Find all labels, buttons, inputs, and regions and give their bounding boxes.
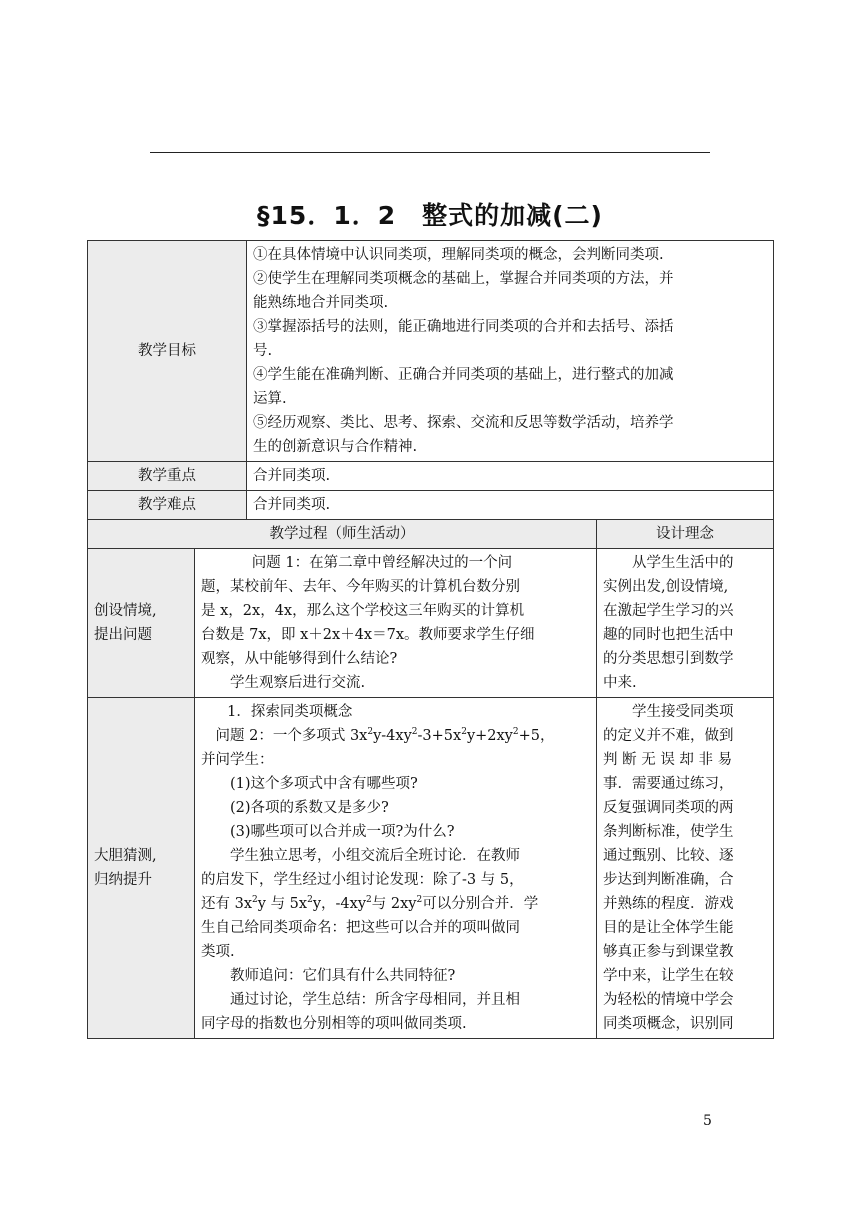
process-header-row bbox=[88, 520, 774, 549]
question-line: (3)哪些项可以合并成一项?为什么? bbox=[230, 824, 455, 840]
difficulty-label: 教学难点 bbox=[88, 491, 247, 520]
text-span: 与 bbox=[371, 896, 387, 912]
key-point-row bbox=[88, 462, 774, 491]
question-line: (2)各项的系数又是多少? bbox=[230, 800, 389, 816]
process-header: 教学过程（师生活动） bbox=[88, 520, 597, 549]
idea-line: 中来. bbox=[603, 675, 637, 691]
goal-line: 能熟练地合并同类项. bbox=[253, 295, 389, 311]
text-span: ， bbox=[321, 896, 336, 912]
lesson-plan-table bbox=[87, 240, 774, 1039]
content-line: 是 x，2x，4x，那么这个学校这三年购买的计算机 bbox=[201, 603, 525, 619]
idea-line: 够真正参与到课堂教 bbox=[603, 944, 734, 960]
idea-line: 判 断 无 误 却 非 易 bbox=[603, 752, 733, 768]
header-rule bbox=[150, 152, 710, 153]
goal-line: ②使学生在理解同类项概念的基础上，掌握合并同类项的方法，并 bbox=[253, 271, 674, 287]
page-title: §15．1．2 整式的加减(二) bbox=[257, 201, 603, 230]
idea-line: 从学生生活中的 bbox=[632, 555, 734, 571]
idea-line: 趣的同时也把生活中 bbox=[603, 627, 734, 643]
idea-line: 条判断标准，使学生 bbox=[603, 824, 734, 840]
goals-content bbox=[247, 241, 774, 462]
goal-line: 生的创新意识与合作精神. bbox=[253, 439, 418, 455]
content-line: 还有 $3x^2y$ 与 $5x^2y$，$-4xy^2$与 $2xy^2$可以分别合并．学 bbox=[201, 895, 539, 912]
content-line: 题，某校前年、去年、今年购买的计算机台数分别 bbox=[201, 579, 520, 595]
section-1-content bbox=[195, 549, 597, 698]
idea-line: 为轻松的情境中学会 bbox=[603, 992, 734, 1008]
key-point-text: 合并同类项. bbox=[247, 462, 774, 491]
section-label-line: 提出问题 bbox=[94, 627, 152, 643]
section-1-idea bbox=[597, 549, 774, 698]
difficulty-text: 合并同类项. bbox=[247, 491, 774, 520]
polynomial-expression: $3x^2y-4xy^2-3+5x^2y+2xy^2+5$， bbox=[349, 727, 555, 744]
idea-line: 事．需要通过练习， bbox=[603, 776, 734, 792]
key-point-label: 教学重点 bbox=[88, 462, 247, 491]
idea-line: 通过甄别、比较、逐 bbox=[603, 848, 734, 864]
difficulty-row bbox=[88, 491, 774, 520]
content-line: 台数是 7x，即 x＋2x＋4x＝7x。教师要求学生仔细 bbox=[201, 627, 535, 643]
text-span: 与 bbox=[270, 896, 286, 912]
goal-line: ①在具体情境中认识同类项，理解同类项的概念，会判断同类项. bbox=[253, 247, 664, 263]
problem-2-line bbox=[201, 724, 590, 748]
section-label-line: 大胆猜测, bbox=[94, 848, 157, 864]
content-line: 生自己给同类项命名：把这些可以合并的项叫做同 bbox=[201, 920, 520, 936]
content-heading: 1．探索同类项概念 bbox=[227, 704, 353, 720]
idea-line: 在激起学生学习的兴 bbox=[603, 603, 734, 619]
section-2-row bbox=[88, 698, 774, 1039]
section-2-idea bbox=[597, 698, 774, 1039]
question-line: (1)这个多项式中含有哪些项? bbox=[230, 776, 418, 792]
text-span: 还有 bbox=[201, 896, 230, 912]
section-label-line: 创设情境, bbox=[94, 603, 157, 619]
section-1-row bbox=[88, 549, 774, 698]
content-line: 通过讨论，学生总结：所含字母相同，并且相 bbox=[230, 992, 520, 1008]
idea-line: 反复强调同类项的两 bbox=[603, 800, 734, 816]
idea-line: 目的是让全体学生能 bbox=[603, 920, 734, 936]
idea-line: 学生接受同类项 bbox=[632, 704, 734, 720]
idea-header: 设计理念 bbox=[597, 520, 774, 549]
idea-line: 实例出发,创设情境, bbox=[603, 579, 729, 595]
goals-label: 教学目标 bbox=[88, 241, 247, 462]
page-number: 5 bbox=[703, 1113, 712, 1129]
section-2-content bbox=[195, 698, 597, 1039]
section-label-line: 归纳提升 bbox=[94, 872, 152, 888]
idea-line: 的分类思想引到数学 bbox=[603, 651, 734, 667]
content-line: 的启发下，学生经过小组讨论发现：除了-3 与 5， bbox=[201, 872, 524, 888]
content-line: 同字母的指数也分别相等的项叫做同类项. bbox=[201, 1016, 467, 1032]
content-line: 教师追问：它们具有什么共同特征? bbox=[230, 968, 456, 984]
content-line: 并问学生： bbox=[201, 752, 274, 768]
content-line: 学生观察后进行交流. bbox=[230, 675, 366, 691]
content-line: 学生独立思考，小组交流后全班讨论．在教师 bbox=[230, 848, 520, 864]
idea-line: 步达到判断准确，合 bbox=[603, 872, 734, 888]
section-1-label bbox=[88, 549, 195, 698]
idea-line: 并熟练的程度．游戏 bbox=[603, 896, 734, 912]
text-span: 可以分别合并．学 bbox=[422, 896, 539, 912]
goal-line: ⑤经历观察、类比、思考、探索、交流和反思等数学活动，培养学 bbox=[253, 415, 674, 431]
goal-line: ③掌握添括号的法则，能正确地进行同类项的合并和去括号、添括 bbox=[253, 319, 674, 335]
goal-line: 号. bbox=[253, 343, 273, 359]
goals-row bbox=[88, 241, 774, 462]
content-line: 类项. bbox=[201, 944, 235, 960]
section-2-label bbox=[88, 698, 195, 1039]
content-line: 问题 1：在第二章中曾经解决过的一个问 bbox=[251, 555, 513, 571]
content-line: 观察，从中能够得到什么结论? bbox=[201, 651, 398, 667]
idea-line: 学中来，让学生在较 bbox=[603, 968, 734, 984]
idea-line: 同类项概念，识别同 bbox=[603, 1016, 734, 1032]
goal-line: 运算. bbox=[253, 391, 287, 407]
problem-2-prefix: 问题 2：一个多项式 bbox=[215, 728, 346, 744]
goal-line: ④学生能在准确判断、正确合并同类项的基础上，进行整式的加减 bbox=[253, 367, 674, 383]
idea-line: 的定义并不难，做到 bbox=[603, 728, 734, 744]
